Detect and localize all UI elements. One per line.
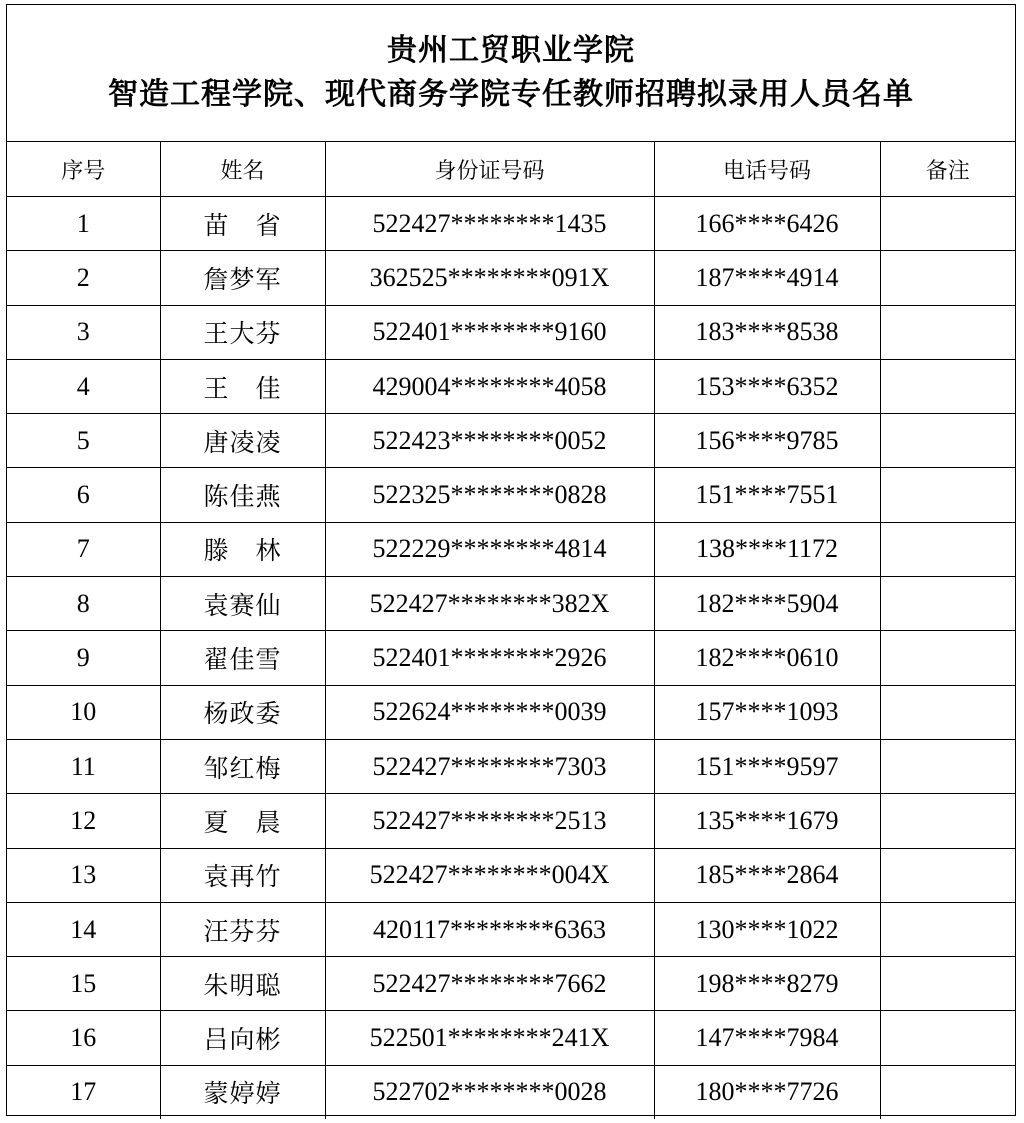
serial-number-cell: 4 [7, 359, 160, 413]
remarks-cell [880, 359, 1015, 413]
phone-number-cell: 147****7984 [654, 1011, 880, 1065]
phone-number-cell: 151****7551 [654, 468, 880, 522]
header-id-number: 身份证号码 [325, 142, 654, 197]
remarks-cell [880, 305, 1015, 359]
name-cell: 苗 省 [160, 197, 325, 251]
document-subtitle: 智造工程学院、现代商务学院专任教师招聘拟录用人员名单 [108, 77, 914, 112]
id-number-cell: 362525********091X [325, 251, 654, 305]
table-row [7, 794, 1015, 848]
name-cell: 王大芬 [160, 305, 325, 359]
name-cell: 邹红梅 [160, 739, 325, 793]
table-row [7, 739, 1015, 793]
phone-number-cell: 180****7726 [654, 1065, 880, 1119]
table-row [7, 577, 1015, 631]
serial-number-cell: 12 [7, 794, 160, 848]
name-cell: 袁再竹 [160, 848, 325, 902]
phone-number-cell: 185****2864 [654, 848, 880, 902]
name-cell: 蒙婷婷 [160, 1065, 325, 1119]
table-row [7, 1011, 1015, 1065]
remarks-cell [880, 251, 1015, 305]
id-number-cell: 429004********4058 [325, 359, 654, 413]
name-cell: 杨政委 [160, 685, 325, 739]
table-header-row [7, 142, 1015, 197]
header-remarks: 备注 [880, 142, 1015, 197]
serial-number-cell: 14 [7, 902, 160, 956]
table-row [7, 631, 1015, 685]
id-number-cell: 522427********004X [325, 848, 654, 902]
id-number-cell: 522401********9160 [325, 305, 654, 359]
remarks-cell [880, 957, 1015, 1011]
name-cell: 王 佳 [160, 359, 325, 413]
serial-number-cell: 3 [7, 305, 160, 359]
name-cell: 袁赛仙 [160, 577, 325, 631]
roster-table [7, 142, 1015, 1119]
table-row [7, 468, 1015, 522]
phone-number-cell: 198****8279 [654, 957, 880, 1011]
phone-number-cell: 138****1172 [654, 522, 880, 576]
serial-number-cell: 8 [7, 577, 160, 631]
phone-number-cell: 130****1022 [654, 902, 880, 956]
name-cell: 詹梦军 [160, 251, 325, 305]
phone-number-cell: 166****6426 [654, 197, 880, 251]
name-cell: 陈佳燕 [160, 468, 325, 522]
id-number-cell: 522427********1435 [325, 197, 654, 251]
table-body [7, 197, 1015, 1120]
id-number-cell: 522624********0039 [325, 685, 654, 739]
serial-number-cell: 11 [7, 739, 160, 793]
id-number-cell: 522325********0828 [325, 468, 654, 522]
remarks-cell [880, 414, 1015, 468]
remarks-cell [880, 739, 1015, 793]
table-row [7, 848, 1015, 902]
phone-number-cell: 157****1093 [654, 685, 880, 739]
remarks-cell [880, 1011, 1015, 1065]
id-number-cell: 522427********7662 [325, 957, 654, 1011]
id-number-cell: 522501********241X [325, 1011, 654, 1065]
header-name: 姓名 [160, 142, 325, 197]
table-row [7, 359, 1015, 413]
phone-number-cell: 156****9785 [654, 414, 880, 468]
remarks-cell [880, 848, 1015, 902]
id-number-cell: 522427********2513 [325, 794, 654, 848]
table-row [7, 197, 1015, 251]
serial-number-cell: 1 [7, 197, 160, 251]
table-row [7, 522, 1015, 576]
remarks-cell [880, 631, 1015, 685]
table-row [7, 1065, 1015, 1119]
remarks-cell [880, 577, 1015, 631]
remarks-cell [880, 1065, 1015, 1119]
serial-number-cell: 15 [7, 957, 160, 1011]
table-row [7, 685, 1015, 739]
header-serial-number: 序号 [61, 158, 106, 184]
id-number-cell: 522427********382X [325, 577, 654, 631]
phone-number-cell: 153****6352 [654, 359, 880, 413]
table-row [7, 957, 1015, 1011]
id-number-cell: 420117********6363 [325, 902, 654, 956]
remarks-cell [880, 902, 1015, 956]
name-cell: 唐凌凌 [160, 414, 325, 468]
serial-number-cell: 5 [7, 414, 160, 468]
serial-number-cell: 7 [7, 522, 160, 576]
id-number-cell: 522401********2926 [325, 631, 654, 685]
id-number-cell: 522427********7303 [325, 739, 654, 793]
name-cell: 吕向彬 [160, 1011, 325, 1065]
serial-number-cell: 17 [7, 1065, 160, 1119]
phone-number-cell: 183****8538 [654, 305, 880, 359]
name-cell: 朱明聪 [160, 957, 325, 1011]
remarks-cell [880, 197, 1015, 251]
name-cell: 翟佳雪 [160, 631, 325, 685]
phone-number-cell: 182****5904 [654, 577, 880, 631]
document-sheet [6, 4, 1016, 1116]
remarks-cell [880, 794, 1015, 848]
serial-number-cell: 2 [7, 251, 160, 305]
id-number-cell: 522702********0028 [325, 1065, 654, 1119]
serial-number-cell: 16 [7, 1011, 160, 1065]
remarks-cell [880, 685, 1015, 739]
serial-number-cell: 10 [7, 685, 160, 739]
serial-number-cell: 6 [7, 468, 160, 522]
serial-number-cell: 9 [7, 631, 160, 685]
table-row [7, 414, 1015, 468]
id-number-cell: 522423********0052 [325, 414, 654, 468]
phone-number-cell: 135****1679 [654, 794, 880, 848]
phone-number-cell: 187****4914 [654, 251, 880, 305]
table-row [7, 902, 1015, 956]
phone-number-cell: 182****0610 [654, 631, 880, 685]
name-cell: 滕 林 [160, 522, 325, 576]
serial-number-cell: 13 [7, 848, 160, 902]
remarks-cell [880, 522, 1015, 576]
table-row [7, 305, 1015, 359]
header-phone-number: 电话号码 [654, 142, 880, 197]
document-title: 贵州工贸职业学院 [387, 33, 635, 68]
remarks-cell [880, 468, 1015, 522]
table-row [7, 251, 1015, 305]
id-number-cell: 522229********4814 [325, 522, 654, 576]
title-block [7, 5, 1015, 142]
name-cell: 夏 晨 [160, 794, 325, 848]
name-cell: 汪芬芬 [160, 902, 325, 956]
phone-number-cell: 151****9597 [654, 739, 880, 793]
